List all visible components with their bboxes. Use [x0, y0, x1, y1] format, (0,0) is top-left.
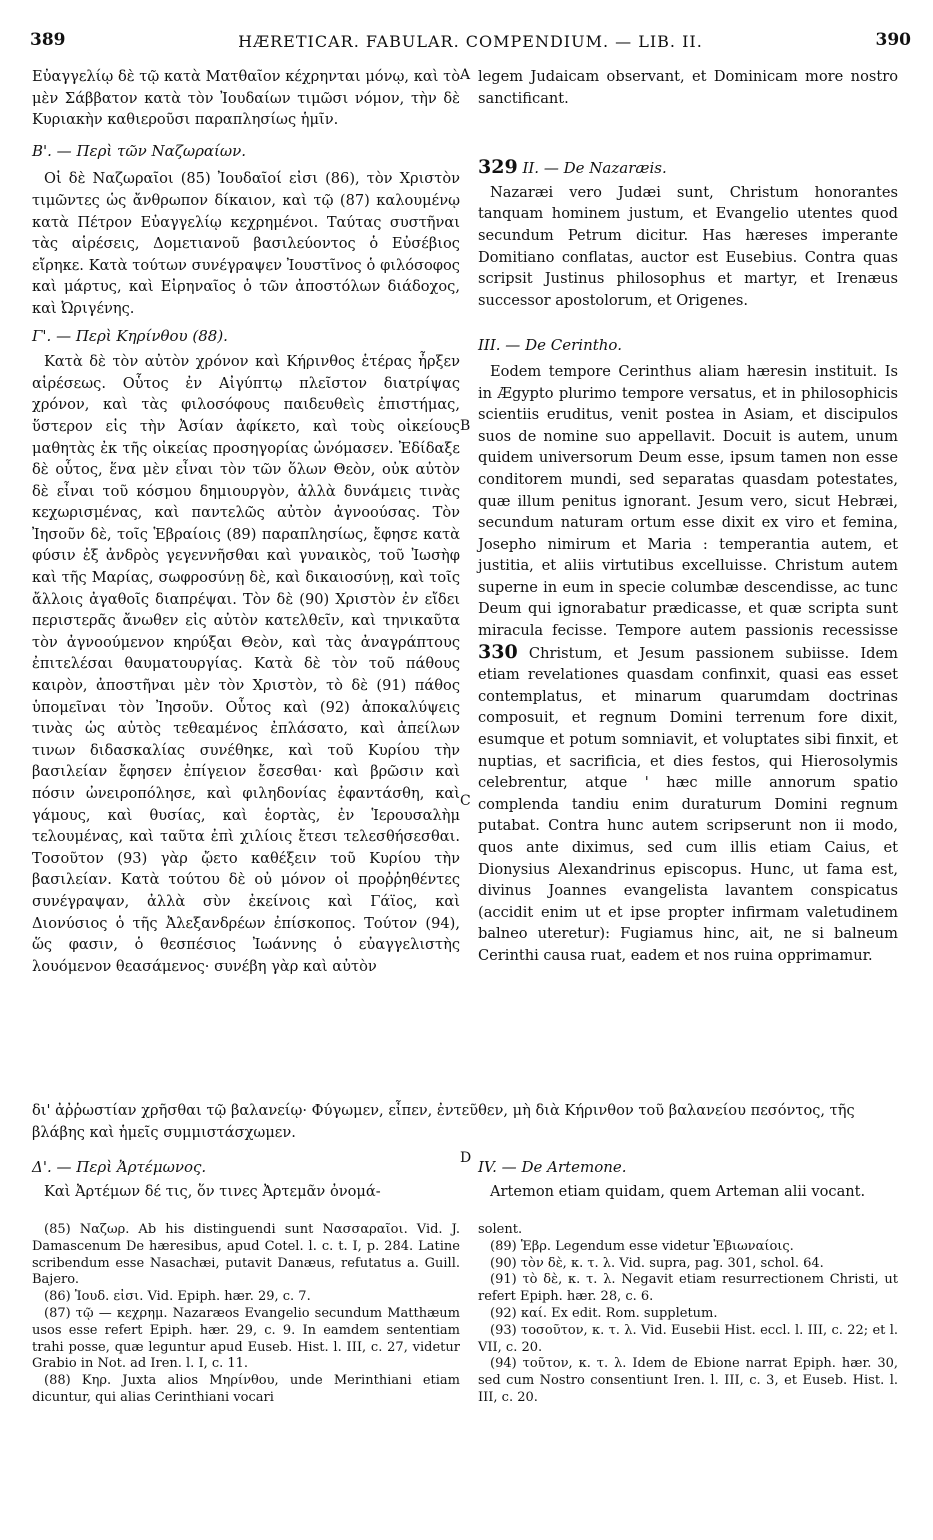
page-number-left: 389 — [30, 30, 66, 50]
margin-marker-d: D — [460, 1150, 472, 1166]
greek-section-artemon — [32, 1157, 460, 1202]
footnote: (85) Ναζωρ. Ab his distinguendi sunt Νασσαραῖοι. Vid. J. Damascenum De hæresibus, apud Cotel. l. c. t. I, p. 284. Latine scribendum esse Nasachæi, putavit Danæus, refutatus a. Guill. Bajero. — [32, 1222, 460, 1288]
greek-paragraph-artemon: Καὶ Ἀρτέμων δέ τις, ὅν τινες Ἀρτεμᾶν ὀνομά- — [44, 1182, 381, 1200]
greek-intro: Εὐαγγελίῳ δὲ τῷ κατὰ Ματθαῖον κέχρηνται μόνῳ, καὶ τὸ μὲν Σάββατον κατὰ τὸν Ἰουδαίων τιμῶσι νόμον, τὴν δὲ Κυριακὴν καθιεροῦσι παραπλησίως ἡμῖν. — [32, 68, 460, 129]
greek-heading-cerinthus: Γ'. — Περὶ Κηρίνθου (88). — [32, 326, 228, 345]
running-title: HÆRETICAR. FABULAR. COMPENDIUM. — LIB. II. — [238, 32, 703, 51]
column-number-330: 330 — [478, 640, 518, 663]
footnote: (90) τὸν δὲ, κ. τ. λ. Vid. supra, pag. 301, schol. 64. — [490, 1255, 824, 1271]
footnote: solent. — [478, 1222, 523, 1237]
greek-paragraph-cerinthus: Κατὰ δὲ τὸν αὐτὸν χρόνον καὶ Κήρινθος ἑτέρας ἦρξεν αἱρέσεως. Οὗτος ἐν Αἰγύπτῳ πλεῖστον διατρίψας χρόνον, καὶ τὰς φιλοσόφους παιδευθεὶς ἐπιστήμας, ὕστερον εἰς τὴν Ἀσίαν ἀφίκετο, καὶ τοὺς οἰκείους μαθητὰς ἐκ τῆς οἰκείας προσηγορίας ὠνόμασεν. Ἐδίδαξε δὲ οὗτος, ἕνα μὲν εἶναι τὸν τῶν ὅλων Θεὸν, οὐκ αὐτὸν δὲ εἶναι τοῦ κόσμου δημιουργὸν, ἀλλὰ δυνάμεις τινὰς κεχωρισμένας, καὶ παντελῶς αὐτὸν ἀγνοούσας. Τὸν Ἰησοῦν δὲ, τοῖς Ἑβραίοις (89) παραπλησίως, ἔφησε κατὰ φύσιν ἐξ ἀνδρὸς γεγεννῆσθαι καὶ γυναικὸς, τοῦ Ἰωσὴφ καὶ τῆς Μαρίας, σωφροσύνῃ δὲ, καὶ δικαιοσύνῃ, καὶ τοῖς ἄλλοις ἀγαθοῖς διαπρέψαι. Τὸν δὲ (90) Χριστὸν ἐν εἴδει περιστερᾶς ἄνωθεν εἰς αὐτὸν κατελθεῖν, καὶ τηνικαῦτα τὸν ἀγνοούμενον κηρύξαι Θεὸν, καὶ τὰς ἀναγράπτους ἐπιτελέσαι θαυματουργίας. Κατὰ δὲ τὸν τοῦ πάθους καιρὸν, ἀποστῆναι μὲν τὸν Χριστὸν, τὸ δὲ (91) πάθος ὑπομεῖναι τὸν Ἰησοῦν. Οὗτος καὶ (92) ἀποκαλύψεις τινὰς ὡς αὐτὸς τεθεαμένος ἐπλάσατο, καὶ ἀπείλων τινων διδασκαλίας συνέθηκε, καὶ τοῦ Κυρίου τὴν βασιλείαν ἔφησεν ἐπίγειον ἔσεσθαι· καὶ βρῶσιν καὶ πόσιν ὠνειροπόλησε, καὶ φιληδονίας ἐφαντάσθη, καὶ γάμους, καὶ θυσίας, καὶ ἑορτὰς, ἐν Ἱερουσαλὴμ τελουμένας, καὶ ταῦτα ἐπὶ χιλίοις ἔτεσι τελεσθήσεσθαι. Τοσοῦτον (93) γὰρ ᾤετο καθέξειν τοῦ Κυρίου τὴν βασιλείαν. Κατὰ τούτου δὲ οὐ μόνον οἱ προῤῥηθέντες συνέγραψαν, ἀλλὰ σὺν ἐκείνοις καὶ Γάϊος, καὶ Διονύσιος ὁ τῆς Ἀλεξανδρέων ἐπίσκοπος. Τούτον (94), ὥς φασιν, ὁ θεσπέσιος Ἰωάννης ὁ εὐαγγελιστὴς λουόμενον θεασάμενος· συνέβη γὰρ καὶ αὐτὸν — [32, 353, 460, 975]
greek-continuation-line: δι' ἀῤῥωστίαν χρῆσθαι τῷ βαλανείῳ· Φύγωμεν, εἶπεν, ἐντεῦθεν, μὴ διὰ Κήρινθον τοῦ βαλανείου πεσόντος, τῆς βλάβης καὶ ἡμεῖς συμμιστάσχωμεν. — [32, 1102, 855, 1141]
greek-paragraph-nazaraei: Οἱ δὲ Ναζωραῖοι (85) Ἰουδαῖοί εἰσι (86), τὸν Χριστὸν τιμῶντες ὡς ἄνθρωπον δίκαιον, καὶ τῷ (87) καλουμένῳ κατὰ Πέτρον Εὐαγγελίῳ κεχρημένοι. Ταύτας συστῆναι τὰς αἱρέσεις, Δομετιανοῦ βασιλεύοντος ὁ Εὐσέβιος εἴρηκε. Κατὰ τούτων συνέγραψεν Ἰουστῖνος ὁ φιλόσοφος καὶ μάρτυς, καὶ Εἰρηναῖος ὁ τῶν ἀποστόλων διάδοχος, καὶ Ὠριγένης. — [32, 170, 460, 317]
latin-section-artemon — [478, 1157, 898, 1202]
page-header — [30, 30, 911, 58]
latin-paragraph-artemon: Artemon etiam quidam, quem Arteman alii vocant. — [490, 1182, 866, 1200]
footnote: (92) καί. Ex edit. Rom. suppletum. — [490, 1305, 718, 1321]
margin-marker-a: A — [460, 67, 471, 83]
latin-heading-cerinthus: III. — De Cerintho. — [478, 336, 622, 355]
latin-cerinthus-text-b: Christum, et Jesum passionem subiisse. Idem etiam revelationes quasdam confinxit, quasi eas esset contemplatus, et minarum quarumdam doctrinas composuit, et regnum Domini terrenum fore dixit, esumque et potum somniavit, et voluptates sibi finxit, et nuptias, et sacrificia, et dies festos, qui Hierosolymis celebrentur, atque ' hæc mille annorum spatio complenda tandiu enim duraturum Domini regnum putabat. Contra hunc autem scripserunt non ii modo, quos ante diximus, sed cum illis etiam Caius, et Dionysius Alexandrinus episcopus. Hunc, ut fama est, divinus Joannes evangelista lavantem conspicatus (accidit enim ut et ipse propter infirmam valetudinem balneo uteretur): Fugiamus hinc, ait, ne si balneum Cerinthi causa ruat, eadem et nos ruina opprimamur. — [478, 644, 899, 964]
footnote: (87) τῷ — κεχρημ. Nazaræos Evangelio secundum Matthæum usos esse refert Epiph. hær. 29, c. 9. In eamdem sententiam trahi posse, quæ leguntur apud Euseb. Hist. l. III, c. 27, videtur Grabio in Not. ad Iren. l. I, c. 11. — [32, 1305, 460, 1372]
latin-paragraph-cerinthus — [478, 361, 898, 967]
latin-heading-nazaraei — [478, 157, 898, 180]
footnote: (91) τὸ δὲ, κ. τ. λ. Negavit etiam resurrectionem Christi, ut refert Epiph. hær. 28, c. 6. — [478, 1272, 898, 1305]
latin-intro: legem Judaicam observant, et Dominicam more nostro sanctificant. — [478, 68, 898, 107]
latin-heading-nazaraei-text: II. — De Nazaræis. — [522, 159, 667, 178]
margin-marker-b: B — [460, 418, 471, 434]
column-number-329: 329 — [478, 156, 518, 179]
footnote: (94) τοῦτον, κ. τ. λ. Idem de Ebione narrat Epiph. hær. 30, sed cum Nostro consentiunt Iren. l. III, c. 3, et Euseb. Hist. l. III, c. 20. — [478, 1356, 898, 1405]
margin-marker-c: C — [460, 793, 471, 809]
footnotes-right — [478, 1222, 898, 1407]
latin-column — [478, 66, 898, 967]
footnotes-left — [32, 1222, 460, 1407]
greek-heading-nazaraei: Β'. — Περὶ τῶν Ναζωραίων. — [32, 141, 247, 160]
page-number-right: 390 — [875, 30, 911, 50]
footnote: (86) Ἰουδ. εἰσι. Vid. Epiph. hær. 29, c. 7. — [44, 1289, 311, 1305]
latin-heading-artemon: IV. — De Artemone. — [478, 1158, 627, 1176]
latin-paragraph-nazaraei: Nazaræi vero Judæi sunt, Christum honorantes tanquam hominem justum, et Evangelio utentes quod secundum Petrum dicitur. Has hæreses imperante Domitiano conflatas, auctor est Eusebius. Contra quas scripsit Justinus philosophus et martyr, et Irenæus successor apostolorum, et Origenes. — [478, 183, 898, 309]
footnote: (88) Κηρ. Juxta alios Μηρίνθου, unde Merinthiani etiam dicuntur, qui alias Cerinthiani vocari — [32, 1373, 460, 1405]
greek-heading-artemon: Δ'. — Περὶ Ἀρτέμωνος. — [32, 1158, 207, 1176]
greek-column — [32, 66, 460, 977]
latin-cerinthus-text-a: Eodem tempore Cerinthus aliam hæresin instituit. Is in Ægypto plurimo tempore versatus, et in philosophicis scientiis eruditus, venit postea in Asiam, et discipulos suos de nomine suo appellavit. Docuit is autem, unum quidem universorum Deum esse, ipsum tamen non esse conditorem mundi, sed separatas quasdam potestates, quæ illum penitus ignorant. Jesum vero, sicut Hebræi, secundum naturam ortum esse dixit ex viro et femina, Josepho nimirum et Maria : temperantia autem, et justitia, et aliis virtutibus excelluisse. Christum autem superne in eum in specie columbæ descendisse, ac tunc Deum qui ignorabatur prædicasse, et quæ scripta sunt miracula fecisse. Tempore autem passionis recessisse — [478, 362, 898, 640]
footnote: (93) τοσοῦτον, κ. τ. λ. Vid. Eusebii Hist. eccl. l. III, c. 22; et l. VII, c. 20. — [478, 1322, 898, 1355]
footnote: (89) Ἑβρ. Legendum esse videtur Ἐβιωναίοις. — [490, 1238, 794, 1254]
